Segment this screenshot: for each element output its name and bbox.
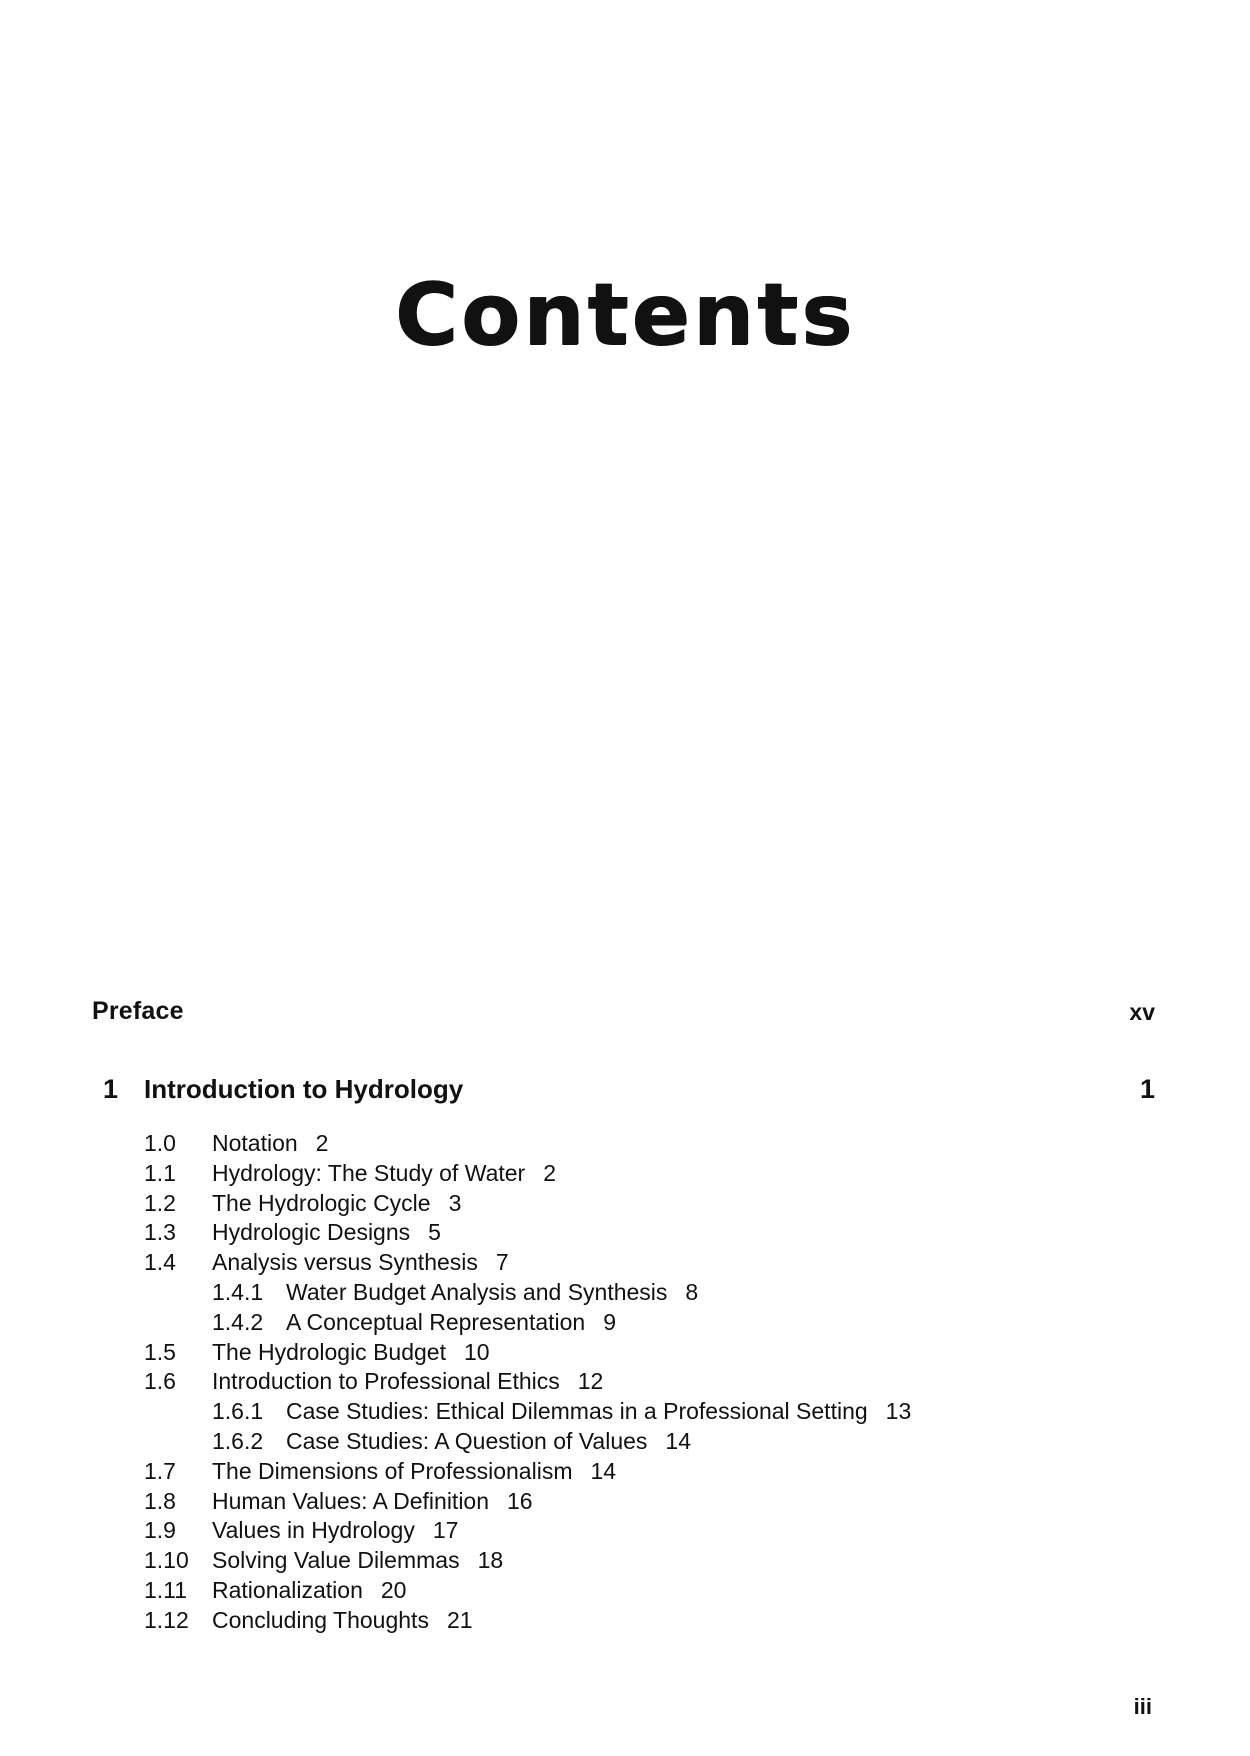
section-page-number: 8 bbox=[685, 1278, 699, 1305]
subsection-entry[interactable] bbox=[0, 1397, 1250, 1427]
chapter-page-number: 1 bbox=[1139, 1074, 1155, 1104]
section-entry[interactable] bbox=[0, 1606, 1250, 1636]
section-page-number: 14 bbox=[590, 1457, 617, 1484]
section-entry[interactable] bbox=[0, 1248, 1250, 1278]
section-page-number: 20 bbox=[380, 1576, 407, 1603]
section-number: 1.4.2 bbox=[212, 1308, 264, 1335]
section-title: Water Budget Analysis and Synthesis bbox=[286, 1278, 668, 1305]
section-text bbox=[212, 1606, 473, 1636]
section-text bbox=[212, 1248, 509, 1278]
section-title: Solving Value Dilemmas bbox=[212, 1547, 460, 1574]
section-text bbox=[212, 1367, 603, 1397]
section-page-number: 2 bbox=[315, 1130, 329, 1156]
section-number: 1.4 bbox=[144, 1249, 176, 1276]
page-title: Contents bbox=[394, 265, 856, 365]
section-title: Human Values: A Definition bbox=[212, 1487, 490, 1514]
section-number: 1.1 bbox=[144, 1159, 176, 1186]
section-title: The Hydrologic Cycle bbox=[212, 1189, 431, 1216]
section-entry[interactable] bbox=[0, 1338, 1250, 1368]
section-text bbox=[212, 1218, 441, 1248]
section-text bbox=[212, 1487, 533, 1517]
chapter-title: Introduction to Hydrology bbox=[144, 1074, 464, 1104]
section-entry[interactable] bbox=[0, 1189, 1250, 1219]
chapter-entry[interactable] bbox=[103, 1074, 1155, 1108]
section-text bbox=[286, 1308, 616, 1338]
section-text bbox=[286, 1278, 698, 1308]
chapter-number: 1 bbox=[103, 1074, 119, 1104]
section-title: Introduction to Professional Ethics bbox=[212, 1368, 560, 1395]
subsection-entry[interactable] bbox=[0, 1278, 1250, 1308]
section-title: Hydrologic Designs bbox=[212, 1219, 411, 1246]
section-number: 1.3 bbox=[144, 1219, 176, 1246]
section-text bbox=[212, 1159, 556, 1189]
section-number: 1.10 bbox=[144, 1547, 189, 1574]
section-text bbox=[212, 1129, 328, 1159]
section-number: 1.6.1 bbox=[212, 1398, 264, 1425]
section-entry[interactable] bbox=[0, 1516, 1250, 1546]
section-number: 1.2 bbox=[144, 1189, 176, 1216]
section-page-number: 12 bbox=[577, 1368, 604, 1395]
section-number: 1.9 bbox=[144, 1517, 176, 1544]
section-text bbox=[212, 1516, 458, 1546]
section-text bbox=[286, 1427, 691, 1457]
section-page-number: 10 bbox=[463, 1338, 490, 1365]
section-entry[interactable] bbox=[0, 1218, 1250, 1248]
section-title: A Conceptual Representation bbox=[286, 1308, 586, 1335]
section-number: 1.7 bbox=[144, 1457, 176, 1484]
section-page-number: 3 bbox=[448, 1189, 462, 1216]
section-text bbox=[212, 1457, 616, 1487]
section-entry[interactable] bbox=[0, 1129, 1250, 1159]
section-text bbox=[212, 1576, 406, 1606]
section-number: 1.4.1 bbox=[212, 1278, 264, 1305]
section-entry[interactable] bbox=[0, 1367, 1250, 1397]
section-page-number: 18 bbox=[477, 1547, 504, 1574]
section-number: 1.11 bbox=[144, 1576, 188, 1603]
section-list bbox=[0, 1129, 1250, 1636]
section-title: Analysis versus Synthesis bbox=[212, 1249, 478, 1276]
section-entry[interactable] bbox=[0, 1546, 1250, 1576]
section-number: 1.0 bbox=[144, 1130, 176, 1156]
section-page-number: 16 bbox=[507, 1487, 533, 1514]
section-page-number: 14 bbox=[665, 1427, 692, 1454]
subsection-entry[interactable] bbox=[0, 1308, 1250, 1338]
section-page-number: 21 bbox=[446, 1606, 473, 1633]
section-text bbox=[212, 1189, 461, 1219]
section-number: 1.8 bbox=[144, 1487, 176, 1514]
section-title: Values in Hydrology bbox=[212, 1517, 415, 1544]
page-folio: iii bbox=[1133, 1694, 1152, 1719]
section-title: The Dimensions of Professionalism bbox=[212, 1457, 573, 1484]
section-number: 1.6 bbox=[144, 1368, 176, 1395]
section-page-number: 9 bbox=[603, 1308, 616, 1335]
section-page-number: 17 bbox=[432, 1517, 459, 1544]
section-page-number: 2 bbox=[543, 1159, 556, 1186]
section-entry[interactable] bbox=[0, 1159, 1250, 1189]
section-title: Case Studies: A Question of Values bbox=[286, 1427, 648, 1454]
section-text bbox=[212, 1338, 490, 1368]
section-title: Notation bbox=[212, 1130, 298, 1156]
preface-entry[interactable] bbox=[92, 997, 1155, 1029]
section-text bbox=[286, 1397, 911, 1427]
preface-page-number: xv bbox=[1129, 999, 1155, 1025]
section-entry[interactable] bbox=[0, 1576, 1250, 1606]
section-title: Concluding Thoughts bbox=[212, 1606, 429, 1633]
section-page-number: 5 bbox=[428, 1219, 441, 1246]
section-title: Case Studies: Ethical Dilemmas in a Professional Setting bbox=[286, 1398, 868, 1425]
section-text bbox=[212, 1546, 503, 1576]
section-entry[interactable] bbox=[0, 1457, 1250, 1487]
section-title: Rationalization bbox=[212, 1576, 363, 1603]
section-number: 1.5 bbox=[144, 1338, 176, 1365]
section-number: 1.12 bbox=[144, 1606, 189, 1633]
section-page-number: 13 bbox=[885, 1398, 912, 1425]
section-entry[interactable] bbox=[0, 1487, 1250, 1517]
preface-label: Preface bbox=[92, 997, 184, 1025]
section-title: Hydrology: The Study of Water bbox=[212, 1159, 526, 1186]
section-number: 1.6.2 bbox=[212, 1427, 264, 1454]
subsection-entry[interactable] bbox=[0, 1427, 1250, 1457]
section-page-number: 7 bbox=[495, 1249, 509, 1276]
section-title: The Hydrologic Budget bbox=[212, 1338, 446, 1365]
